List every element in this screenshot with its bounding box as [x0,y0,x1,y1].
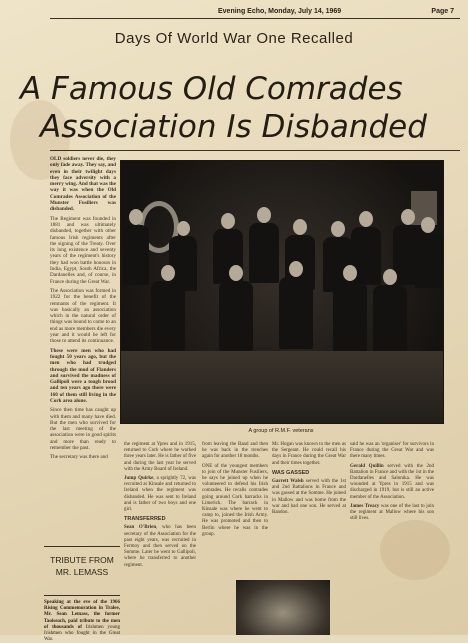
body-text: served with the 2nd Battalion in France and with the 1st in the Dardanelles and Salonika. He was wounded at Ypres in 1915 and was discharged in 1919, but is still an active member of the Association. [350,463,434,500]
photo-floor [121,351,443,423]
lead-column [50,156,116,464]
veteran-body [123,225,149,285]
body-paragraph: ONE of the youngest members to join of the Munster Fusiliers, he says he joined up when he volunteered to defend his Irish comrades. He recalls comrades going around Cork barracks in Limerick. The barrack in Kinsale was where he went to camp to, joined the Irish Army. He was promoted and then to Berlin where he was in the group. [202,463,268,537]
section-subhead: TRANSFERRED [124,516,166,523]
headline-line-2: Association Is Disbanded [40,109,427,145]
body-paragraph: the regiment at Ypres and in 1915, returned to Cork where he worked three years later. He is father of five and during the last year he served with the Army Board of Ireland. [124,442,196,472]
tribute-subhead-box [44,546,120,596]
veteran-head [289,261,303,277]
body-paragraph: The Association was formed in 1922 for the benefit of the remnants of the regiment. It was basically an association which in the natural order of things was bound to come to an end as more members die every year and it would be left for those to attend its continuance. [50,287,116,345]
veteran-body [333,281,367,351]
headline-rule [50,150,460,151]
veteran-head [257,207,271,223]
veteran-head [401,209,415,225]
body-paragraph: said he was an 'organiser' for survivors in France during the Great War and was there many times. [350,442,434,460]
body-text: who has been secretary of the Association for the past eight years, was recruited in Fermoy and then served on the Somme. Later he went to Gallipoli, where he transferred to another regiment. [124,525,197,568]
tribute-text [44,600,120,643]
veteran-head [221,213,235,229]
veteran-body [415,233,443,288]
name-lead: Gerald Quillin [350,463,384,469]
tribute-title-line-1: TRIBUTE FROM [50,555,114,565]
veteran-head [177,221,190,236]
veteran-head [129,209,143,225]
publication-line: Evening Echo, Monday, July 14, 1969 [218,8,342,15]
body-paragraph: The Regiment was founded in 1881 and was ultimately disbanded, together with other famous Irish regiments after the signing of the Treaty. Over its long existence and seventy years of the regiment's history they had won battle honours in India, Egypt, South Africa, the Dardanelles and, of course, in France during the Great War. [50,215,116,285]
veteran-body [249,223,279,283]
paper-stain [380,520,450,580]
veteran-body [373,285,407,351]
name-lead: James Treacy [350,503,380,509]
name-lead: Garrett Walsh [272,479,304,485]
body-paragraph: from leaving the Band and then he was back in the trenches again for another 18 months. [202,442,268,460]
photo-caption: A group of R.M.F. veterans [248,428,314,434]
veteran-head [359,211,373,227]
body-text: a sprightly 72, was recruited at Kinsale and returned to Ireland when the regiment was disbanded. He was sent to Ireland and is father of two boys and one girl. [124,476,196,513]
body-paragraph: The secretary was there and [50,454,108,461]
article-column-2: the regiment at Ypres and in 1915, returned to Cork where he worked three years later. He is father of five and during the last year he served with the Army Board of Ireland. Jump Quirke, a sprightly 72, was recruited at Kinsale and returned to Ireland when the regiment was disbanded. He was sent to Ireland and is father of two boys and one girl. TRANSFERRED Sean O'Brien, who has been secretary of the Association for the past eight years, was recruited in Fermoy and then served on the Somme. Later he went to Gallipoli, where he transferred to another regiment. [124,442,197,568]
veteran-head [421,217,435,233]
group-photo [120,160,444,424]
veteran-head [229,265,243,281]
portrait-photo [236,580,330,635]
veteran-body [279,277,313,349]
body-paragraph: Since then time has caught up with them and many have died. But the men who survived for the last meeting of the association were in good spirits and more than ready to remember the past. [50,407,116,452]
headline [14,70,464,146]
kicker: Days Of World War One Recalled [114,30,354,47]
article-column-4 [272,442,346,519]
header-rule [50,18,460,19]
body-paragraph-bold: These were men who had fought 50 years ago, but the men who had trudged through the mud of Flanders and survived the madness of Gallipoli were a tough brood and ten years ago there were 160 of them still living in the Cork area alone. [50,347,116,404]
veteran-head [343,265,357,281]
headline-line-1: A Famous Old Comrades [20,71,403,107]
page-number: Page 7 [431,8,454,15]
tribute-lead: Speaking at the eve of the 1966 Rising Commemoration in Tralee, Mr. Sean Lemass, the former Taoiseach, paid tribute to the men of thousands of [44,600,120,630]
body-text: served with the 1st and 2nd Battalions in France and was gassed at the Somme. He joined in Mallow and was home from the war and had one son. He served at Bandon. [272,479,347,516]
body-paragraph: Mr. Hogan was known to the men as the Sergeant. He could recall his days in France during the Great War and their times together. [272,442,346,466]
veteran-body [219,281,253,351]
veteran-head [161,265,175,281]
name-lead: Jump Quirke [124,476,154,482]
name-lead: Sean O'Brien [124,525,157,531]
veteran-body [151,281,185,351]
article-column-5 [350,442,434,525]
article-column-3 [202,442,268,541]
lead-paragraph: OLD soldiers never die, they only fade away. They say, and even in their twilight days they face adversity with a merry wing. And that was the way it was when the Old Comrades Association of the Munster Fusiliers was disbanded. [50,156,116,213]
veteran-head [293,219,307,235]
veteran-head [331,221,345,237]
veteran-head [383,269,397,285]
tribute-title-line-2: MR. LEMASS [55,567,109,577]
tribute-body: Irishmen young Irishmen who fought in the Great War. [44,624,121,643]
body-text: was one of the last to join the regiment at Mallow where his son still lives. [350,503,434,522]
section-subhead: WAS GASSED [272,469,310,476]
